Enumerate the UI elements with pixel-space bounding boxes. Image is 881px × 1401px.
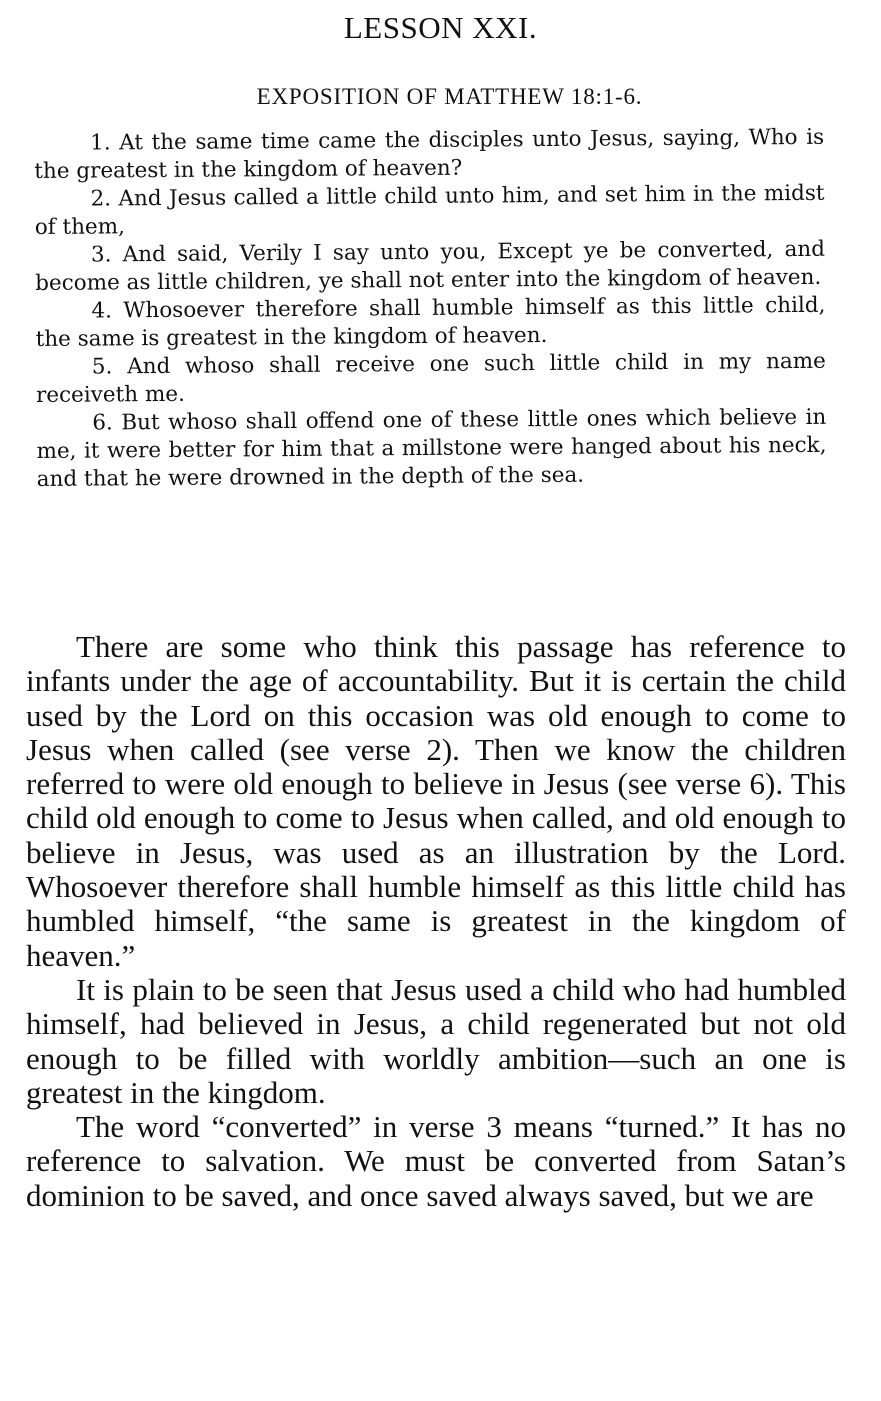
verse-3: 3. And said, Verily I say unto you, Except ye be converted, and become as little children, ye shall not enter into the kingdom of heaven.: [35, 236, 826, 296]
verse-6: 6. But whoso shall offend one of these little ones which believe in me, it were better for him that a millstone were hanged about his neck, and that he were drowned in the depth of the sea.: [36, 404, 827, 492]
scripture-passage: [34, 124, 827, 494]
commentary: [26, 630, 846, 1213]
lesson-title: LESSON XXI.: [343, 10, 538, 45]
verse-2: 2. And Jesus called a little child unto him, and set him in the midst of them,: [34, 180, 825, 240]
commentary-paragraph-2: It is plain to be seen that Jesus used a child who had humbled himself, had believed in Jesus, a child regenerated but not old enough to be filled with worldly ambition—such an one is greatest in the kingdom.: [26, 971, 846, 1110]
commentary-paragraph-3: The word “converted” in verse 3 means “turned.” It has no reference to salvation. We must be converted from Satan’s dominion to be saved, and once saved always saved, but we are: [26, 1109, 846, 1213]
exposition-title: EXPOSITION OF MATTHEW 18:1-6.: [256, 84, 643, 109]
verse-5: 5. And whoso shall receive one such little child in my name receiveth me.: [35, 348, 826, 408]
commentary-paragraph-1: There are some who think this passage has reference to infants under the age of accountability. But it is certain the child used by the Lord on this occasion was old enough to come to Jesus when called (see verse 2). Then we know the children referred to were old enough to believe in Jesus (see verse 6). This child old enough to come to Jesus when called, and old enough to believe in Jesus, was used as an illustration by the Lord. Whosoever therefore shall humble himself as this little child has humbled himself, “the same is greatest in the kingdom of heaven.”: [26, 629, 846, 973]
verse-4: 4. Whosoever therefore shall humble himself as this little child, the same is greatest in the kingdom of heaven.: [35, 292, 826, 352]
verse-1: 1. At the same time came the disciples unto Jesus, saying, Who is the greatest in the kingdom of heaven?: [34, 124, 825, 184]
